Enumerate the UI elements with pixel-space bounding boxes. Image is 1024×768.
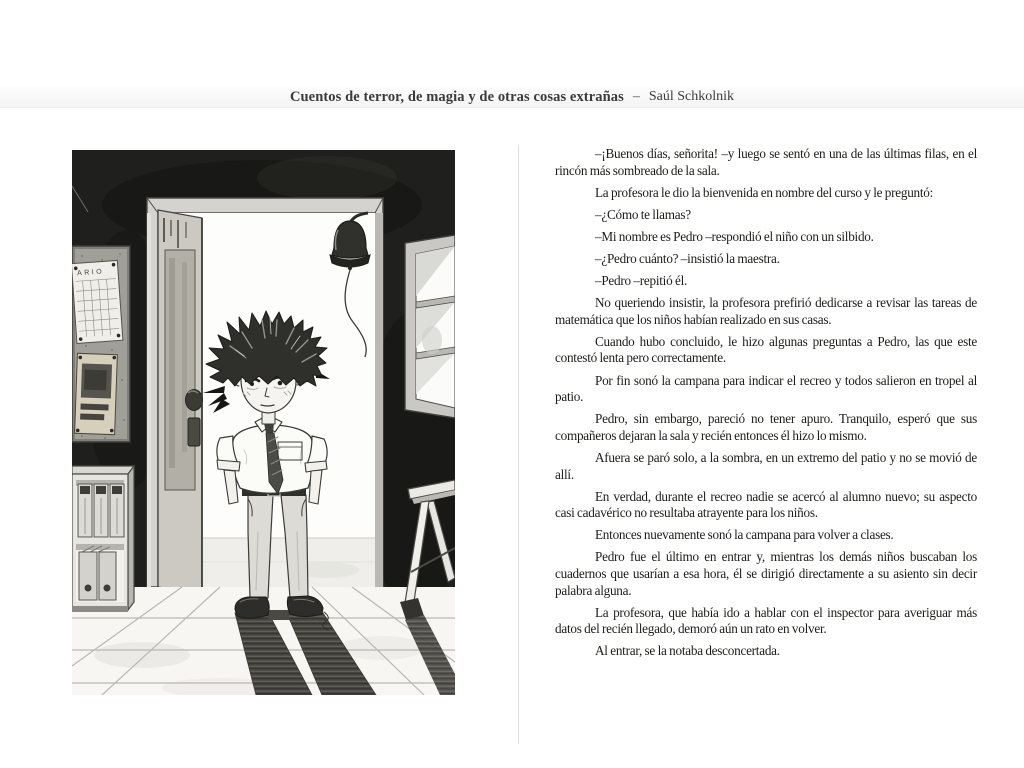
notice-poster — [75, 353, 118, 434]
story-paragraph: –¿Cómo te llamas? — [595, 206, 691, 222]
file-boxes — [79, 546, 116, 600]
story-paragraph: Pedro fue el último en entrar y, mientras los demás niños buscaban los cuadernos que usarían a esa hora, él se dirigió directamente a su asiento sin decir palabra alguna. — [555, 549, 977, 598]
shelf — [72, 466, 134, 612]
book-illustration — [72, 150, 455, 695]
illustration-page — [72, 150, 455, 695]
header-separator: – — [632, 89, 640, 104]
story-text-page — [555, 146, 977, 665]
page-divider — [518, 145, 519, 744]
story-paragraph: Al entrar, se la notaba desconcertada. — [595, 643, 780, 659]
bulletin-board — [72, 246, 130, 442]
schedule-poster — [72, 260, 123, 343]
story-paragraph: Por fin sonó la campana para indicar el recreo y todos salieron en tropel al patio. — [555, 372, 977, 405]
story-paragraph: No queriendo insistir, la profesora prefirió dedicarse a revisar las tareas de matemática que los niños habían realizado en sus casas. — [555, 295, 977, 327]
book-title: Cuentos de terror, de magia y de otras cosas extrañas — [289, 88, 624, 105]
story-paragraph: La profesora, que había ido a hablar con el inspector para averiguar más datos del recién llegado, demoró aún un rato en volver. — [555, 604, 977, 637]
book-author: Saúl Schkolnik — [648, 89, 735, 104]
story-paragraph: Cuando hubo concluido, le hizo algunas preguntas a Pedro, las que este contestó lenta pero correctamente. — [555, 333, 977, 366]
story-paragraph: –¿Pedro cuánto? –insistió la maestra. — [595, 250, 780, 266]
window — [405, 235, 455, 418]
running-header — [0, 87, 1024, 108]
binders — [78, 484, 124, 537]
story-paragraph: –Mi nombre es Pedro –respondió el niño con un silbido. — [595, 228, 874, 244]
story-paragraph: –¡Buenos días, señorita! –y luego se sentó en una de las últimas filas, en el rincón más sombreado de la sala. — [555, 146, 977, 178]
story-paragraph: La profesora le dio la bienvenida en nombre del curso y le preguntó: — [595, 184, 934, 200]
story-paragraph: –Pedro –repitió él. — [595, 273, 688, 289]
story-paragraph: Afuera se paró solo, a la sombra, en un extremo del patio y no se movió de allí. — [555, 449, 977, 482]
poster-title-text: ARIO — [76, 268, 105, 278]
open-door — [158, 210, 203, 595]
story-paragraph: En verdad, durante el recreo nadie se acercó al alumno nuevo; su aspecto casi cadavérico no resultaba atrayente para los niños. — [555, 488, 977, 521]
story-paragraph: Pedro, sin embargo, pareció no tener apuro. Tranquilo, esperó que sus compañeros dejaran la sala y recién entonces él hizo lo mismo. — [555, 411, 977, 443]
story-paragraph: Entonces nuevamente sonó la campana para volver a clases. — [595, 527, 894, 543]
